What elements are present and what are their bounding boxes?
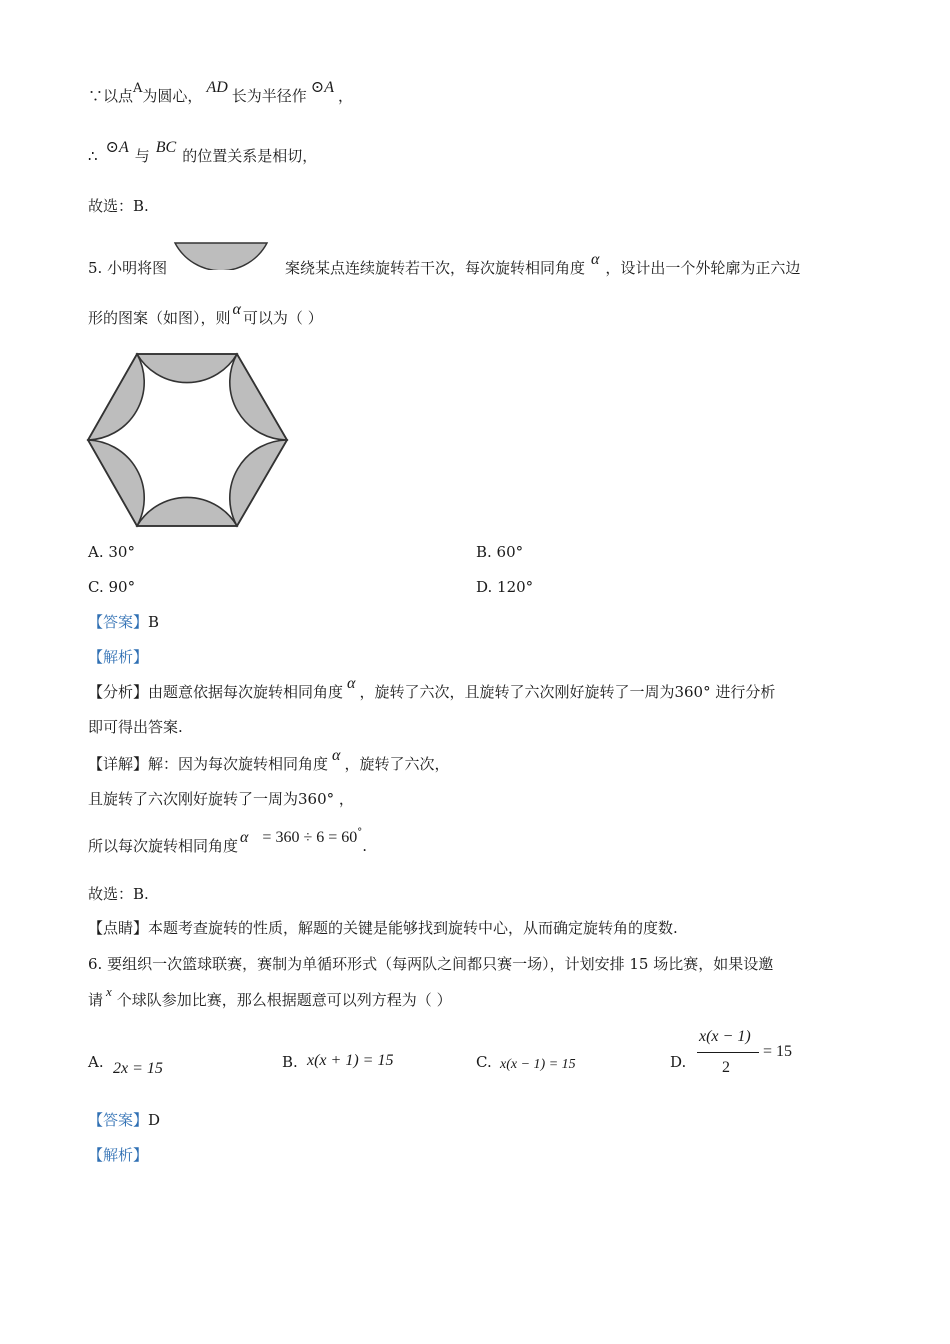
q6-option-d-numerator: x(x − 1) (699, 1028, 751, 1045)
segment-label: BC (155, 139, 177, 156)
alpha-symbol: α (347, 675, 356, 692)
q5-stem-line1b (285, 251, 801, 279)
q5-answer-line (88, 612, 159, 632)
text-segment: 本题考查旋转的性质，解题的关键是能够找到旋转中心，从而确定旋转角的度数. (148, 919, 678, 937)
q6-option-d-label: D. (670, 1053, 687, 1071)
q5-fenxi-line2: 即可得出答案. (88, 718, 183, 736)
q5-option-a: A. 30° (88, 543, 135, 561)
variable-x: x (106, 984, 112, 999)
q5-stem-line2 (88, 301, 323, 329)
question-number: 5. 小明将图 (88, 259, 168, 277)
because-symbol: ∵ (88, 87, 104, 105)
q5-fenxi-line1 (88, 675, 776, 703)
petal-lower-right (230, 440, 287, 526)
text-segment: 可以为（ ） (242, 309, 323, 327)
q5-option-b: B. 60° (476, 543, 524, 561)
q5-dianjing-line (88, 918, 678, 938)
q5-option-c: C. 90° (88, 578, 136, 596)
therefore-line (88, 139, 318, 167)
segment-label: AD (206, 79, 228, 96)
text-segment: 所以每次旋转相同角度 (88, 837, 239, 855)
circle-label: ⊙A (105, 139, 129, 156)
q6-option-b-eq: x(x + 1) = 15 (307, 1052, 394, 1069)
text-segment: 形的图案（如图），则 (88, 309, 231, 327)
xiangjie-tag: 【详解】 (88, 755, 149, 773)
text-segment: 由题意依据每次旋转相同角度 (148, 683, 344, 701)
text-segment: ，旋转了六次， (344, 755, 450, 773)
hexagon-figure (84, 350, 294, 532)
select-line: 故选：B. (88, 197, 149, 215)
degree-symbol: ° (357, 827, 363, 838)
text-segment: 以点 (103, 87, 134, 105)
q6-option-a-eq: 2x = 15 (113, 1060, 163, 1077)
petal-upper-right (230, 354, 287, 440)
dianjing-tag: 【点睛】 (88, 919, 149, 937)
q5-analysis-tag: 【解析】 (88, 648, 149, 666)
text-segment: 案绕某点连续旋转若干次，每次旋转相同角度 (285, 259, 586, 277)
text-segment: 请 (88, 991, 104, 1009)
text-segment: 与 (134, 147, 150, 165)
text-segment: ，设计出一个外轮廓为正六边 (605, 259, 801, 277)
petal-top (137, 354, 237, 383)
q6-option-a-label: A. (88, 1053, 104, 1071)
q5-option-d: D. 120° (476, 578, 534, 596)
point-label: A (133, 81, 143, 96)
petal-inline-figure (172, 240, 272, 270)
q6-option-c-label: C. (476, 1053, 492, 1071)
q5-select-line: 故选：B. (88, 885, 149, 903)
answer-value: D (148, 1111, 161, 1129)
answer-tag: 【答案】 (88, 1111, 149, 1129)
q5-stem-line1 (88, 258, 167, 278)
petal-lower-left (88, 440, 144, 526)
text-segment: 为圆心， (142, 87, 203, 105)
q6-option-c-eq: x(x − 1) = 15 (500, 1057, 576, 1072)
q6-option-d-rhs: = 15 (763, 1043, 793, 1060)
fraction-bar (697, 1052, 759, 1053)
equation: = 360 ÷ 6 = 60 (262, 829, 358, 846)
text-segment: ，旋转了六次，且旋转了六次刚好旋转了一周为360° 进行分析 (359, 683, 776, 701)
q6-stem-line1: 6. 要组织一次篮球联赛，赛制为单循环形式（每两队之间都只赛一场），计划安排 15 场比赛，如果设邀 (88, 955, 774, 973)
text-segment: 解：因为每次旋转相同角度 (148, 755, 329, 773)
answer-value: B (148, 613, 160, 631)
alpha-symbol: α (240, 829, 249, 846)
circle-label: ⊙A (310, 79, 334, 96)
q5-xiangjie-line2: 且旋转了六次刚好旋转了一周为360° ， (88, 790, 354, 808)
petal-bottom (137, 497, 237, 526)
alpha-symbol: α (332, 747, 341, 764)
q5-xiangjie-line1 (88, 747, 450, 775)
q6-stem-line2 (88, 984, 452, 1011)
q5-xiangjie-line3 (88, 827, 368, 859)
answer-tag: 【答案】 (88, 613, 149, 631)
alpha-symbol: α (591, 251, 600, 268)
q6-answer-line (88, 1110, 160, 1130)
because-line (88, 79, 353, 108)
text-segment: 的位置关系是相切， (182, 147, 318, 165)
q6-option-d-denominator: 2 (722, 1059, 730, 1076)
q6-analysis-tag: 【解析】 (88, 1146, 149, 1164)
q6-option-b-label: B. (282, 1053, 298, 1071)
therefore-symbol: ∴ (88, 147, 98, 165)
text-segment: 个球队参加比赛，那么根据题意可以列方程为（ ） (116, 991, 452, 1009)
petal-upper-left (88, 354, 144, 440)
alpha-symbol: α (232, 301, 241, 318)
text-segment: ， (337, 87, 353, 105)
text-segment: 长为半径作 (231, 87, 307, 105)
fenxi-tag: 【分析】 (88, 683, 149, 701)
text-segment: . (362, 837, 368, 855)
